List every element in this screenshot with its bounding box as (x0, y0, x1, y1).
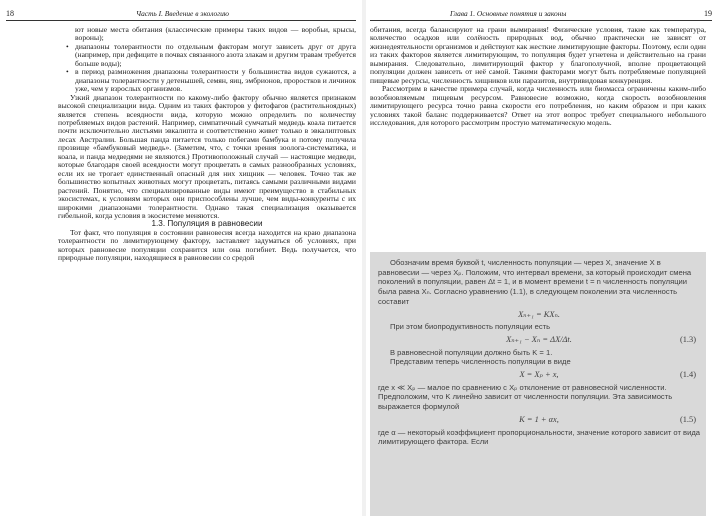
left-paragraph-2: Тот факт, что популяция в состоянии равновесия всегда находится на краю диапазона толерантности по лимитирующему фактору, заставляет задуматься об условиях, при которых равновесие популяции сохранится или она погибнет. Ведь получается, что природные популяции, находящиеся в равновесии со средой (58, 227, 356, 263)
photo-paragraph: Представим теперь численность популяции в виде (390, 357, 571, 367)
left-body-text (58, 26, 356, 263)
right-paragraph-1: обитания, всегда балансируют на грани вымирания! Физические условия, такие как температура, количество осадков или солёность природных вод, обычно практически не зависят от жизнедеятельности организмов и действуют как жесткие лимитирующие факторы. Поэтому, если один из таких факторов является лимитирующим, то популяция будет угнетена и действительно на грани вымирания. Следовательно, лимитирующий фактор у благополучной, вполне процветающей популяции должен зависеть от неё самой. Такими факторами могут быть потребляемые популяцией пищевые ресурсы, численность хищников или паразитов, внутривидовая конкуренция. (370, 25, 706, 85)
section-heading: 1.3. Популяция в равновесии (151, 219, 263, 229)
photo-paragraph: Обозначим время буквой t, численность популяции — через X, значение X в равновесии — через Xₚ. Положим, что интервал времени, за который происходит смена поколений в популяции, равен Δt = 1, и в момент времени t = n численность популяции была равна Xₙ. Согласно уравнению (1.1), в следующем поколении эта численность составит (378, 258, 692, 306)
equation-number: (1.3) (679, 334, 696, 344)
bullet-icon: • (66, 67, 69, 77)
right-running-head (370, 8, 712, 20)
equation-number: (1.4) (679, 370, 696, 380)
equation (378, 415, 700, 425)
equation-text: K = 1 + αx, (519, 414, 559, 424)
photo-text (378, 258, 700, 447)
equation (378, 335, 700, 345)
left-header-rule (6, 20, 356, 21)
bullet-icon: • (66, 41, 69, 51)
photographed-page-inset (370, 252, 706, 516)
bullet-text: в период размножения диапазоны толерантности у большинства видов сужаются, а диапазоны толерантности у детенышей, семян, яиц, эмбрионов, проростков и личинок уже, чем у взрослых организмов. (75, 67, 356, 94)
left-header-title: Часть I. Введение в экологию (136, 9, 229, 18)
bullet-item (58, 68, 356, 93)
equation (378, 310, 700, 320)
left-page-number: 18 (6, 9, 14, 18)
right-header-rule (370, 20, 712, 21)
right-body-text (370, 26, 706, 127)
right-paragraph-2: Рассмотрим в качестве примера случай, когда численность или биомасса ограничены каким-либо возобновляемым пищевым ресурсом. Равновесие возможно, когда скорость возобновления лимитирующего ресурса точно равна скорости его потребления, но каким образом и при каких условиях такой баланс поддерживается? Ответ на этот вопрос требует специального небольшого исследования, для которого рассмотрим простую математическую модель. (370, 84, 706, 127)
equation-text: Xₙ₊₁ − Xₙ = ΔX/Δt. (506, 334, 572, 344)
left-paragraph-1: Узкий диапазон толерантности по какому-либо фактору обычно является признаком высокой специализации вида. Одним из таких факторов у фитофагов (растительноядных) является степень всеядности вида, которую можно определить по количеству потребляемых видов растений. Например, симпатичный сумчатый медведь коала питается почти исключительно листьями эвкалипта и соответственно живет только в эвкалиптовых лесах Австралии. Большая панда питается только побегами бамбука и потому получила прозвище «бамбуковый медведь». (Заметим, что, с точки зрения зоолога-систематика, и коала, и панда медведями не являются.) Противоположный случай — настоящие медведи, которые благодаря своей всеядности могут процветать в самых разнообразных условиях, если их не трогает единственный опасный для них хищник — человек. Точно так же большинство копытных животных могут процветать, питаясь самыми различными видами растений. Понятно, что специализированные виды имеют преимущество в стабильных экосистемах, к условиям которых они приспособлены лучше, чем виды-конкуренты с их широкими диапазонами толерантности. Однако такая специализация оказывается гибельной, когда условия в экосистеме меняются. (58, 92, 356, 220)
right-page-number: 19 (704, 9, 712, 18)
photo-paragraph: В равновесной популяции должно быть K = 1. (390, 347, 553, 357)
right-header-title: Глава 1. Основные понятия и законы (450, 9, 567, 18)
photo-paragraph: При этом биопродуктивность популяции есть (390, 322, 551, 332)
equation-text: X = Xₚ + x, (519, 370, 559, 380)
photo-paragraph: где x ≪ Xₚ — малое по сравнению с Xₚ отклонение от равновесной численности. Предположим, что K линейно зависит от численности популяции. Эта зависимость выражается формулой (378, 382, 673, 412)
left-running-head (6, 8, 356, 20)
equation-number: (1.5) (679, 414, 696, 424)
equation (378, 370, 700, 380)
list-continuation: ют новые места обитания (классические примеры таких видов — воробьи, крысы, вороны); (75, 25, 356, 43)
photo-paragraph: где α — некоторый коэффициент пропорциональности, значение которого зависит от вида лимитирующего фактора. Если (378, 427, 700, 447)
bullet-item (58, 43, 356, 68)
bullet-text: диапазоны толерантности по отдельным факторам могут зависеть друг от друга (например, при дефиците в почвах связанного азота злакам и другим травам требуется больше воды); (75, 41, 356, 68)
equation-text: Xₙ₊₁ = KXₙ. (518, 309, 560, 319)
